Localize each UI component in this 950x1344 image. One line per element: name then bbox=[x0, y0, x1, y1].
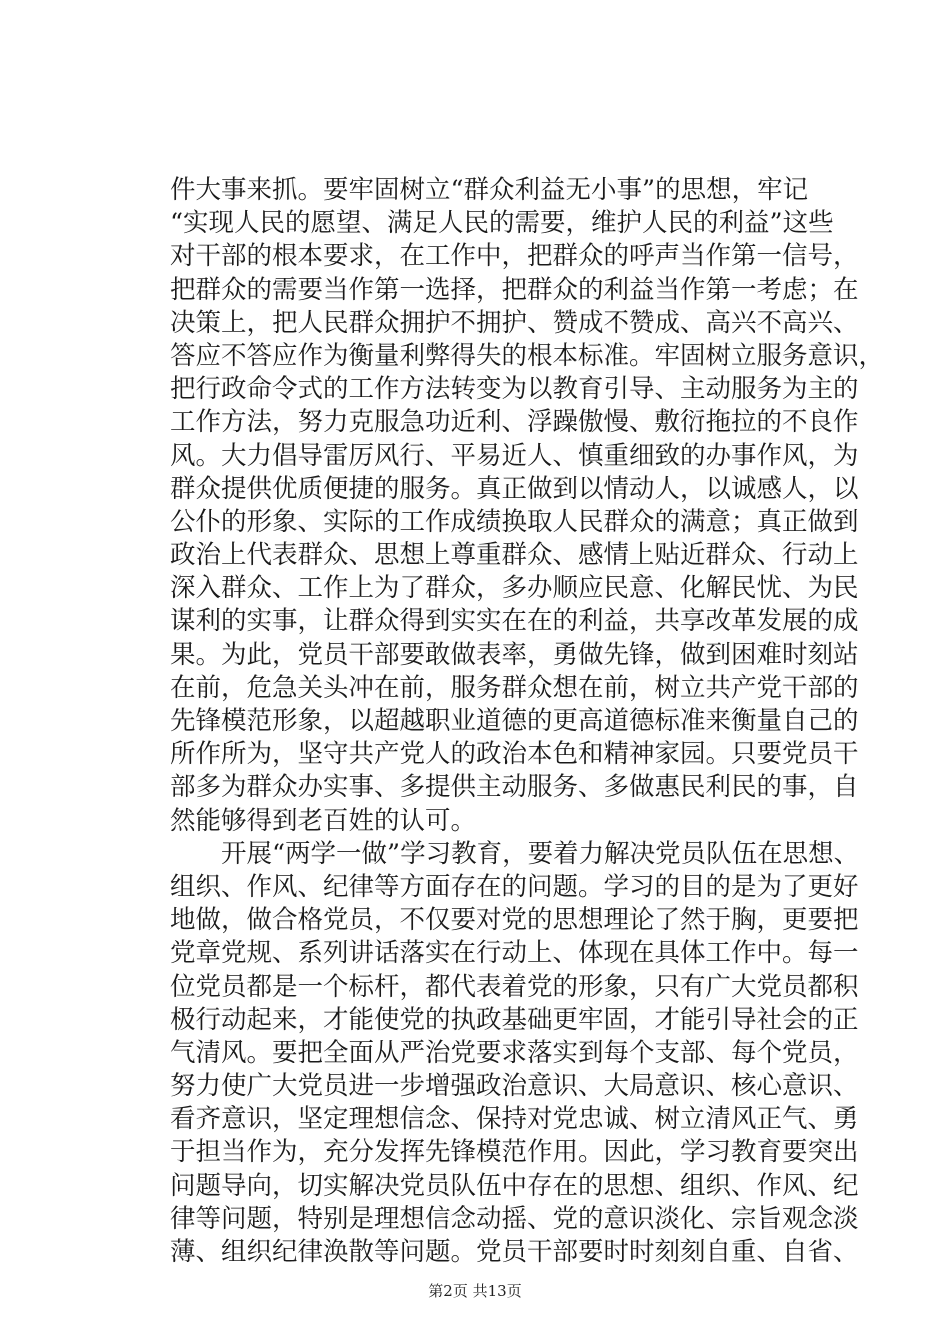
text-line: 谋利的实事，让群众得到实实在在的利益，共享改革发展的成 bbox=[170, 606, 859, 637]
text-line: 群众提供优质便捷的服务。真正做到以情动人，以诚感人，以 bbox=[170, 473, 859, 504]
text-line: 风。大力倡导雷厉风行、平易近人、慎重细致的办事作风，为 bbox=[170, 440, 859, 471]
text-line: 气清风。要把全面从严治党要求落实到每个支部、每个党员， bbox=[170, 1037, 859, 1068]
text-line: 努力使广大党员进一步增强政治意识、大局意识、核心意识、 bbox=[170, 1071, 859, 1102]
text-line: 党章党规、系列讲话落实在行动上、体现在具体工作中。每一 bbox=[170, 938, 859, 969]
text-line: 件大事来抓。要牢固树立“群众利益无小事”的思想，牢记 bbox=[170, 175, 809, 205]
text-line: 政治上代表群众、思想上尊重群众、感情上贴近群众、行动上 bbox=[170, 540, 859, 571]
text-line: 对干部的根本要求，在工作中，把群众的呼声当作第一信号， bbox=[170, 241, 859, 272]
text-line: 深入群众、工作上为了群众，多办顺应民意、化解民忧、为民 bbox=[170, 573, 859, 604]
text-line: 极行动起来，才能使党的执政基础更牢固，才能引导社会的正 bbox=[170, 1004, 859, 1035]
text-line: 地做，做合格党员，不仅要对党的思想理论了然于胸，更要把 bbox=[170, 905, 859, 936]
paragraph-start-line: 开展“两学一做”学习教育，要着力解决党员队伍在思想、 bbox=[170, 838, 860, 869]
text-line: “实现人民的愿望、满足人民的需要，维护人民的利益”这些 bbox=[170, 208, 834, 239]
text-line: 律等问题，特别是理想信念动摇、党的意识淡化、宗旨观念淡 bbox=[170, 1203, 859, 1234]
text-line: 问题导向，切实解决党员队伍中存在的思想、组织、作风、纪 bbox=[170, 1170, 859, 1201]
text-line: 先锋模范形象，以超越职业道德的更高道德标准来衡量自己的 bbox=[170, 706, 859, 736]
text-line: 薄、组织纪律涣散等问题。党员干部要时时刻刻自重、自省、 bbox=[170, 1237, 859, 1267]
text-line: 果。为此，党员干部要敢做表率，勇做先锋，做到困难时刻站 bbox=[170, 639, 859, 670]
text-line: 把行政命令式的工作方法转变为以教育引导、主动服务为主的 bbox=[170, 374, 859, 405]
text-line: 于担当作为，充分发挥先锋模范作用。因此，学习教育要突出 bbox=[170, 1137, 859, 1168]
text-line: 公仆的形象、实际的工作成绩换取人民群众的满意；真正做到 bbox=[170, 506, 859, 537]
page-number-footer: 第2页 共13页 bbox=[428, 1282, 522, 1300]
text-line: 在前，危急关头冲在前，服务群众想在前，树立共产党干部的 bbox=[170, 672, 859, 703]
text-line: 位党员都是一个标杆，都代表着党的形象，只有广大党员都积 bbox=[170, 971, 859, 1002]
text-line: 答应不答应作为衡量利弊得失的根本标准。牢固树立服务意识， bbox=[170, 340, 885, 371]
text-line: 然能够得到老百姓的认可。 bbox=[170, 805, 477, 836]
text-line: 部多为群众办实事、多提供主动服务、多做惠民利民的事，自 bbox=[170, 772, 859, 803]
text-line: 所作所为，坚守共产党人的政治本色和精神家园。只要党员干 bbox=[170, 739, 859, 770]
text-line: 看齐意识，坚定理想信念、保持对党忠诚、树立清风正气、勇 bbox=[170, 1104, 859, 1135]
body-text bbox=[170, 174, 885, 1269]
text-line: 决策上，把人民群众拥护不拥护、赞成不赞成、高兴不高兴、 bbox=[170, 307, 859, 338]
text-line: 工作方法，努力克服急功近利、浮躁傲慢、敷衍拖拉的不良作 bbox=[170, 407, 859, 438]
text-line: 把群众的需要当作第一选择，把群众的利益当作第一考虑；在 bbox=[170, 274, 859, 305]
text-line: 组织、作风、纪律等方面存在的问题。学习的目的是为了更好 bbox=[170, 871, 859, 902]
